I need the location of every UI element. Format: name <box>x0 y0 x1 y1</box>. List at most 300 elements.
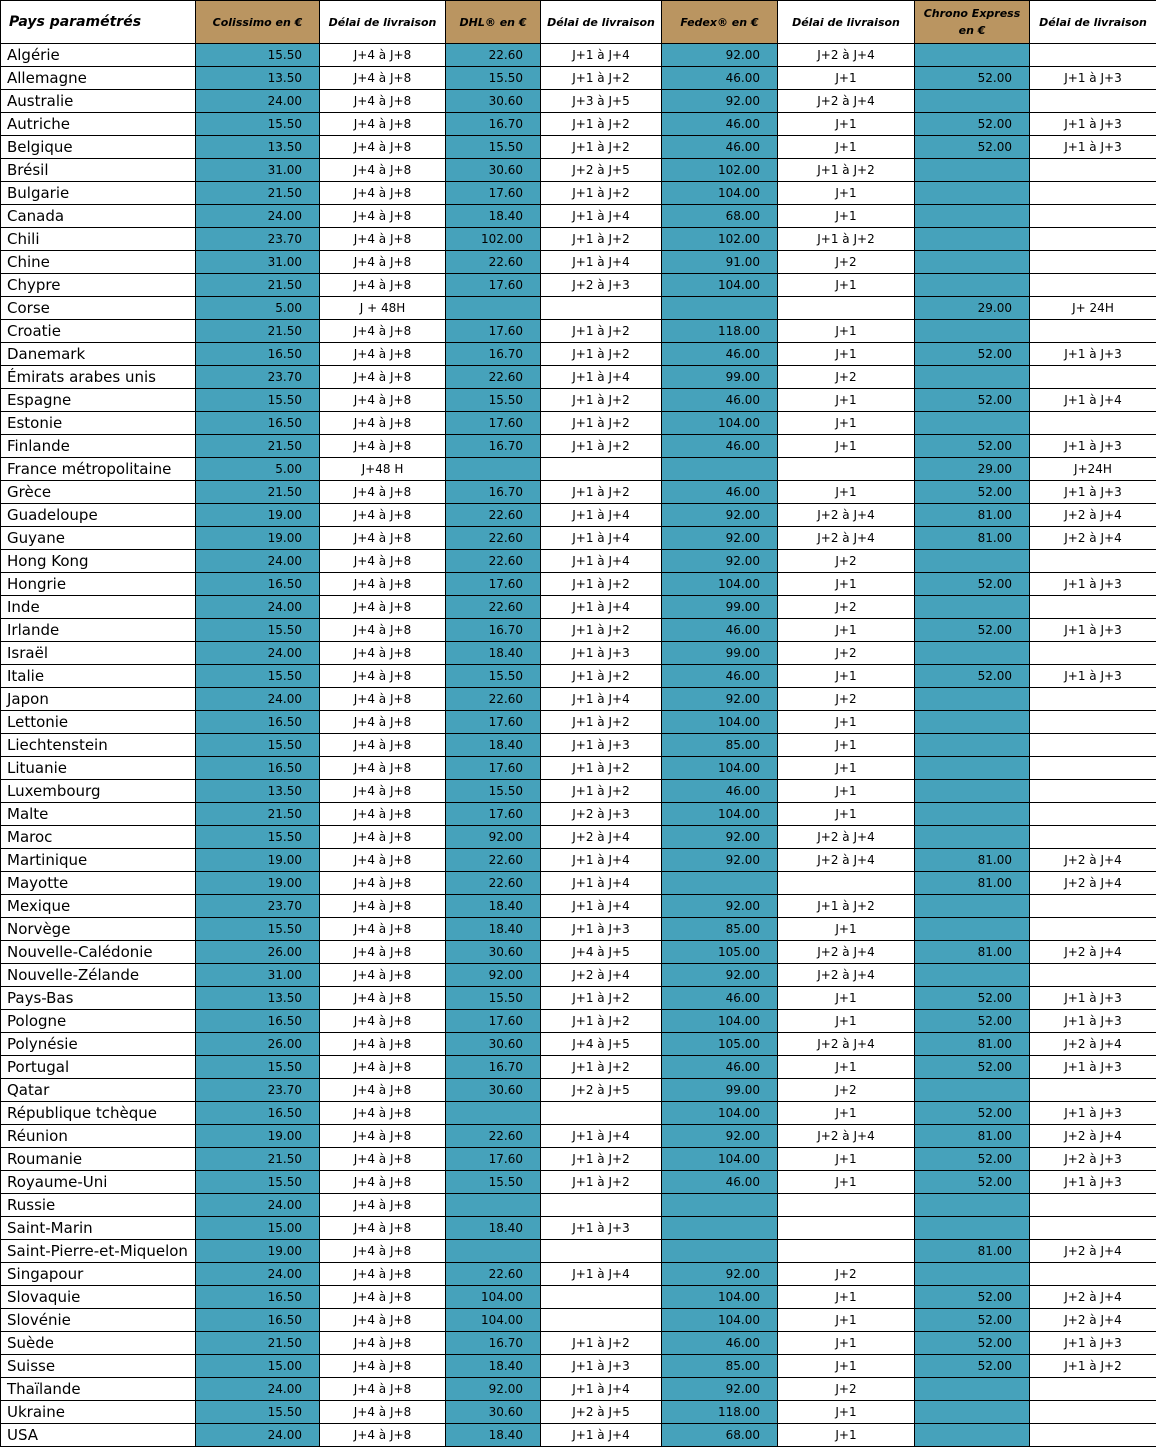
cell-colissimo-price: 24.00 <box>196 642 320 665</box>
cell-fedex-price: 46.00 <box>662 389 778 412</box>
cell-chrono-price: 52.00 <box>915 1332 1030 1355</box>
header-row <box>1 1 1156 44</box>
header-fedex-price: Fedex® en € <box>662 1 778 44</box>
cell-dhl-delay <box>541 1194 662 1217</box>
cell-fedex-delay: J+2 <box>778 1378 915 1401</box>
cell-dhl-delay <box>541 1240 662 1263</box>
cell-chrono-delay: J+1 à J+3 <box>1030 1010 1156 1033</box>
cell-chrono-price: 81.00 <box>915 527 1030 550</box>
table-row <box>1 550 1156 573</box>
cell-colissimo-price: 23.70 <box>196 895 320 918</box>
cell-chrono-price <box>915 1401 1030 1424</box>
cell-country: Algérie <box>1 44 196 67</box>
cell-colissimo-price: 15.00 <box>196 1355 320 1378</box>
cell-colissimo-price: 21.50 <box>196 274 320 297</box>
cell-country: Singapour <box>1 1263 196 1286</box>
cell-fedex-price <box>662 297 778 320</box>
cell-fedex-price: 99.00 <box>662 366 778 389</box>
cell-chrono-price <box>915 1378 1030 1401</box>
table-row <box>1 44 1156 67</box>
cell-colissimo-delay: J+4 à J+8 <box>320 159 446 182</box>
cell-country: Lettonie <box>1 711 196 734</box>
cell-country: Luxembourg <box>1 780 196 803</box>
cell-chrono-delay: J+1 à J+3 <box>1030 67 1156 90</box>
cell-colissimo-delay: J+4 à J+8 <box>320 1033 446 1056</box>
cell-dhl-delay: J+1 à J+2 <box>541 320 662 343</box>
cell-country: Espagne <box>1 389 196 412</box>
cell-fedex-delay <box>778 1217 915 1240</box>
cell-fedex-price: 46.00 <box>662 780 778 803</box>
cell-chrono-price <box>915 757 1030 780</box>
cell-fedex-delay: J+1 <box>778 1010 915 1033</box>
cell-chrono-price: 81.00 <box>915 849 1030 872</box>
cell-colissimo-price: 16.50 <box>196 1309 320 1332</box>
cell-dhl-price: 15.50 <box>446 1171 541 1194</box>
cell-fedex-price: 99.00 <box>662 1079 778 1102</box>
cell-fedex-delay <box>778 872 915 895</box>
cell-dhl-delay: J+1 à J+2 <box>541 757 662 780</box>
cell-dhl-delay: J+1 à J+3 <box>541 734 662 757</box>
cell-dhl-price: 15.50 <box>446 780 541 803</box>
cell-country: Autriche <box>1 113 196 136</box>
cell-chrono-delay <box>1030 320 1156 343</box>
cell-fedex-delay: J+2 <box>778 251 915 274</box>
cell-country: Émirats arabes unis <box>1 366 196 389</box>
cell-colissimo-price: 24.00 <box>196 1424 320 1447</box>
cell-dhl-price: 16.70 <box>446 343 541 366</box>
cell-fedex-delay: J+1 à J+2 <box>778 159 915 182</box>
cell-colissimo-price: 15.50 <box>196 1401 320 1424</box>
cell-dhl-price <box>446 297 541 320</box>
cell-country: Portugal <box>1 1056 196 1079</box>
cell-chrono-delay: J+1 à J+3 <box>1030 1102 1156 1125</box>
cell-dhl-delay: J+1 à J+2 <box>541 67 662 90</box>
cell-fedex-price: 68.00 <box>662 1424 778 1447</box>
cell-chrono-delay <box>1030 159 1156 182</box>
cell-chrono-price: 81.00 <box>915 872 1030 895</box>
cell-dhl-price: 16.70 <box>446 1056 541 1079</box>
cell-colissimo-price: 26.00 <box>196 1033 320 1056</box>
cell-dhl-price: 17.60 <box>446 274 541 297</box>
cell-chrono-delay: J+1 à J+3 <box>1030 136 1156 159</box>
cell-dhl-delay: J+1 à J+4 <box>541 527 662 550</box>
cell-chrono-delay: J+1 à J+3 <box>1030 619 1156 642</box>
cell-chrono-delay: J+1 à J+3 <box>1030 481 1156 504</box>
cell-colissimo-price: 13.50 <box>196 987 320 1010</box>
cell-chrono-delay <box>1030 412 1156 435</box>
cell-chrono-price: 52.00 <box>915 1309 1030 1332</box>
cell-chrono-price <box>915 182 1030 205</box>
cell-dhl-delay <box>541 1309 662 1332</box>
cell-country: Mayotte <box>1 872 196 895</box>
cell-fedex-price: 92.00 <box>662 1125 778 1148</box>
cell-colissimo-delay: J+4 à J+8 <box>320 366 446 389</box>
cell-fedex-delay: J+1 <box>778 734 915 757</box>
table-row <box>1 1401 1156 1424</box>
cell-fedex-delay <box>778 1194 915 1217</box>
cell-colissimo-delay: J+4 à J+8 <box>320 90 446 113</box>
cell-colissimo-delay: J+4 à J+8 <box>320 964 446 987</box>
cell-fedex-delay: J+2 à J+4 <box>778 1033 915 1056</box>
cell-chrono-price <box>915 895 1030 918</box>
cell-colissimo-delay: J+4 à J+8 <box>320 803 446 826</box>
cell-country: Inde <box>1 596 196 619</box>
cell-country: Malte <box>1 803 196 826</box>
cell-colissimo-price: 19.00 <box>196 872 320 895</box>
cell-colissimo-price: 15.50 <box>196 918 320 941</box>
cell-country: Japon <box>1 688 196 711</box>
cell-dhl-delay: J+1 à J+4 <box>541 550 662 573</box>
cell-colissimo-delay: J+4 à J+8 <box>320 849 446 872</box>
cell-fedex-delay: J+1 <box>778 481 915 504</box>
cell-fedex-price: 85.00 <box>662 918 778 941</box>
table-row <box>1 734 1156 757</box>
table-row <box>1 1194 1156 1217</box>
cell-chrono-delay <box>1030 826 1156 849</box>
cell-fedex-price <box>662 872 778 895</box>
cell-chrono-price <box>915 803 1030 826</box>
cell-chrono-price: 52.00 <box>915 136 1030 159</box>
cell-dhl-price: 15.50 <box>446 665 541 688</box>
header-chrono-delay: Délai de livraison <box>1030 1 1156 44</box>
cell-country: Nouvelle-Calédonie <box>1 941 196 964</box>
table-row <box>1 642 1156 665</box>
cell-colissimo-price: 15.50 <box>196 665 320 688</box>
cell-colissimo-price: 19.00 <box>196 1125 320 1148</box>
cell-fedex-price: 102.00 <box>662 159 778 182</box>
cell-fedex-delay: J+1 <box>778 1355 915 1378</box>
cell-colissimo-price: 21.50 <box>196 320 320 343</box>
cell-colissimo-delay: J+4 à J+8 <box>320 412 446 435</box>
cell-dhl-price: 17.60 <box>446 320 541 343</box>
cell-chrono-delay: J+2 à J+4 <box>1030 1309 1156 1332</box>
cell-dhl-price <box>446 1194 541 1217</box>
cell-country: Chine <box>1 251 196 274</box>
cell-fedex-price: 46.00 <box>662 665 778 688</box>
table-row <box>1 780 1156 803</box>
cell-fedex-price: 104.00 <box>662 1309 778 1332</box>
cell-colissimo-price: 24.00 <box>196 550 320 573</box>
cell-chrono-price: 52.00 <box>915 389 1030 412</box>
cell-chrono-delay <box>1030 90 1156 113</box>
cell-fedex-delay <box>778 458 915 481</box>
cell-fedex-delay: J+2 <box>778 596 915 619</box>
cell-fedex-price: 92.00 <box>662 688 778 711</box>
cell-fedex-price: 104.00 <box>662 1102 778 1125</box>
cell-country: Guadeloupe <box>1 504 196 527</box>
cell-colissimo-price: 31.00 <box>196 251 320 274</box>
cell-fedex-price: 118.00 <box>662 1401 778 1424</box>
cell-dhl-price: 16.70 <box>446 1332 541 1355</box>
cell-colissimo-price: 31.00 <box>196 159 320 182</box>
cell-chrono-price <box>915 734 1030 757</box>
cell-colissimo-delay: J+4 à J+8 <box>320 1079 446 1102</box>
cell-fedex-price <box>662 1217 778 1240</box>
cell-colissimo-delay: J+4 à J+8 <box>320 1240 446 1263</box>
cell-fedex-price: 46.00 <box>662 136 778 159</box>
table-row <box>1 113 1156 136</box>
cell-colissimo-delay: J+4 à J+8 <box>320 550 446 573</box>
cell-colissimo-delay: J+4 à J+8 <box>320 1332 446 1355</box>
cell-chrono-price: 52.00 <box>915 1148 1030 1171</box>
cell-dhl-price <box>446 1240 541 1263</box>
cell-chrono-price: 52.00 <box>915 1102 1030 1125</box>
cell-chrono-delay: J+1 à J+3 <box>1030 665 1156 688</box>
cell-colissimo-delay: J+4 à J+8 <box>320 1010 446 1033</box>
cell-chrono-price <box>915 964 1030 987</box>
cell-chrono-delay <box>1030 44 1156 67</box>
table-row <box>1 1378 1156 1401</box>
cell-colissimo-delay: J+4 à J+8 <box>320 182 446 205</box>
cell-colissimo-delay: J+4 à J+8 <box>320 136 446 159</box>
cell-dhl-price: 22.60 <box>446 366 541 389</box>
cell-dhl-delay: J+1 à J+2 <box>541 228 662 251</box>
header-colissimo-delay: Délai de livraison <box>320 1 446 44</box>
cell-colissimo-delay: J+4 à J+8 <box>320 343 446 366</box>
cell-dhl-price: 102.00 <box>446 228 541 251</box>
cell-colissimo-delay: J+4 à J+8 <box>320 1125 446 1148</box>
cell-colissimo-price: 24.00 <box>196 1263 320 1286</box>
cell-chrono-price <box>915 90 1030 113</box>
table-row <box>1 481 1156 504</box>
table-row <box>1 205 1156 228</box>
table-row <box>1 941 1156 964</box>
cell-colissimo-delay: J+4 à J+8 <box>320 389 446 412</box>
cell-dhl-price: 22.60 <box>446 44 541 67</box>
cell-country: Danemark <box>1 343 196 366</box>
cell-colissimo-price: 16.50 <box>196 757 320 780</box>
cell-dhl-price: 16.70 <box>446 481 541 504</box>
cell-colissimo-delay: J+4 à J+8 <box>320 1056 446 1079</box>
cell-colissimo-price: 24.00 <box>196 688 320 711</box>
cell-dhl-delay: J+1 à J+2 <box>541 1056 662 1079</box>
cell-country: Ukraine <box>1 1401 196 1424</box>
cell-dhl-price: 15.50 <box>446 67 541 90</box>
cell-fedex-price: 92.00 <box>662 1263 778 1286</box>
cell-fedex-price: 46.00 <box>662 1332 778 1355</box>
cell-colissimo-delay: J+4 à J+8 <box>320 251 446 274</box>
cell-country: Chili <box>1 228 196 251</box>
table-row <box>1 527 1156 550</box>
cell-country: Saint-Marin <box>1 1217 196 1240</box>
cell-fedex-delay: J+2 à J+4 <box>778 90 915 113</box>
cell-fedex-price: 104.00 <box>662 803 778 826</box>
cell-colissimo-price: 23.70 <box>196 366 320 389</box>
header-country: Pays paramétrés <box>1 1 196 44</box>
cell-chrono-price <box>915 688 1030 711</box>
cell-colissimo-delay: J+4 à J+8 <box>320 573 446 596</box>
cell-fedex-price: 68.00 <box>662 205 778 228</box>
cell-dhl-delay <box>541 1102 662 1125</box>
cell-chrono-delay: J+1 à J+3 <box>1030 987 1156 1010</box>
cell-chrono-delay: J+2 à J+4 <box>1030 849 1156 872</box>
cell-chrono-delay: J+1 à J+3 <box>1030 1171 1156 1194</box>
cell-chrono-delay <box>1030 228 1156 251</box>
cell-fedex-delay: J+1 <box>778 67 915 90</box>
cell-colissimo-delay: J+4 à J+8 <box>320 642 446 665</box>
cell-fedex-delay: J+1 <box>778 1424 915 1447</box>
cell-chrono-delay: J+1 à J+3 <box>1030 113 1156 136</box>
cell-colissimo-delay: J+4 à J+8 <box>320 734 446 757</box>
cell-chrono-delay <box>1030 1401 1156 1424</box>
cell-dhl-price: 22.60 <box>446 251 541 274</box>
cell-country: Israël <box>1 642 196 665</box>
cell-chrono-delay: J+24H <box>1030 458 1156 481</box>
cell-country: Martinique <box>1 849 196 872</box>
cell-chrono-price <box>915 1194 1030 1217</box>
cell-country: Norvège <box>1 918 196 941</box>
cell-colissimo-delay: J+4 à J+8 <box>320 596 446 619</box>
table-row <box>1 1424 1156 1447</box>
cell-chrono-price: 52.00 <box>915 665 1030 688</box>
cell-dhl-price: 17.60 <box>446 182 541 205</box>
cell-fedex-price: 46.00 <box>662 67 778 90</box>
table-row <box>1 849 1156 872</box>
cell-colissimo-delay: J + 48H <box>320 297 446 320</box>
cell-dhl-delay: J+1 à J+3 <box>541 1355 662 1378</box>
cell-country: Bulgarie <box>1 182 196 205</box>
cell-chrono-delay <box>1030 366 1156 389</box>
cell-chrono-delay <box>1030 550 1156 573</box>
cell-fedex-price: 46.00 <box>662 1171 778 1194</box>
cell-fedex-price: 46.00 <box>662 481 778 504</box>
table-row <box>1 1010 1156 1033</box>
cell-colissimo-price: 16.50 <box>196 1102 320 1125</box>
cell-chrono-delay: J+2 à J+4 <box>1030 527 1156 550</box>
table-row <box>1 274 1156 297</box>
cell-colissimo-price: 16.50 <box>196 711 320 734</box>
cell-country: Slovaquie <box>1 1286 196 1309</box>
cell-colissimo-price: 19.00 <box>196 527 320 550</box>
cell-fedex-delay: J+1 <box>778 343 915 366</box>
cell-dhl-delay: J+2 à J+4 <box>541 964 662 987</box>
cell-chrono-price: 52.00 <box>915 481 1030 504</box>
cell-colissimo-delay: J+4 à J+8 <box>320 665 446 688</box>
cell-dhl-price: 22.60 <box>446 596 541 619</box>
cell-dhl-price: 22.60 <box>446 849 541 872</box>
cell-country: Thaïlande <box>1 1378 196 1401</box>
cell-fedex-delay: J+2 <box>778 1263 915 1286</box>
cell-dhl-delay: J+4 à J+5 <box>541 941 662 964</box>
cell-dhl-price: 17.60 <box>446 803 541 826</box>
cell-colissimo-delay: J+4 à J+8 <box>320 826 446 849</box>
cell-fedex-delay: J+1 <box>778 435 915 458</box>
table-row <box>1 136 1156 159</box>
cell-dhl-delay: J+1 à J+4 <box>541 895 662 918</box>
cell-dhl-delay: J+1 à J+4 <box>541 366 662 389</box>
cell-dhl-price: 92.00 <box>446 826 541 849</box>
cell-dhl-price: 18.40 <box>446 918 541 941</box>
cell-country: France métropolitaine <box>1 458 196 481</box>
cell-dhl-price: 17.60 <box>446 711 541 734</box>
cell-dhl-price: 30.60 <box>446 941 541 964</box>
cell-colissimo-delay: J+4 à J+8 <box>320 67 446 90</box>
cell-dhl-delay: J+1 à J+4 <box>541 251 662 274</box>
cell-chrono-price <box>915 1424 1030 1447</box>
cell-colissimo-delay: J+4 à J+8 <box>320 320 446 343</box>
cell-fedex-price: 92.00 <box>662 90 778 113</box>
cell-chrono-delay <box>1030 596 1156 619</box>
cell-chrono-delay <box>1030 1079 1156 1102</box>
cell-fedex-price: 104.00 <box>662 274 778 297</box>
cell-fedex-price: 118.00 <box>662 320 778 343</box>
table-row <box>1 1033 1156 1056</box>
cell-dhl-delay: J+1 à J+3 <box>541 642 662 665</box>
cell-chrono-price: 52.00 <box>915 619 1030 642</box>
cell-fedex-delay: J+1 <box>778 1332 915 1355</box>
cell-fedex-delay: J+1 <box>778 1056 915 1079</box>
cell-fedex-delay: J+2 à J+4 <box>778 964 915 987</box>
cell-chrono-delay <box>1030 274 1156 297</box>
cell-fedex-delay: J+2 à J+4 <box>778 1125 915 1148</box>
cell-country: Pologne <box>1 1010 196 1033</box>
table-row <box>1 1125 1156 1148</box>
cell-country: Belgique <box>1 136 196 159</box>
cell-country: Corse <box>1 297 196 320</box>
cell-dhl-delay: J+1 à J+2 <box>541 113 662 136</box>
cell-colissimo-price: 13.50 <box>196 780 320 803</box>
cell-fedex-delay: J+1 à J+2 <box>778 895 915 918</box>
cell-chrono-delay <box>1030 734 1156 757</box>
cell-dhl-price: 18.40 <box>446 205 541 228</box>
cell-dhl-price: 92.00 <box>446 964 541 987</box>
cell-country: Hong Kong <box>1 550 196 573</box>
cell-fedex-price: 102.00 <box>662 228 778 251</box>
cell-chrono-price <box>915 159 1030 182</box>
cell-colissimo-price: 13.50 <box>196 136 320 159</box>
cell-chrono-price: 81.00 <box>915 1240 1030 1263</box>
cell-chrono-price <box>915 205 1030 228</box>
cell-chrono-delay <box>1030 182 1156 205</box>
table-row <box>1 1286 1156 1309</box>
cell-colissimo-delay: J+4 à J+8 <box>320 1401 446 1424</box>
cell-country: Irlande <box>1 619 196 642</box>
cell-country: Hongrie <box>1 573 196 596</box>
cell-fedex-price: 92.00 <box>662 964 778 987</box>
cell-dhl-price <box>446 458 541 481</box>
cell-chrono-delay: J+1 à J+4 <box>1030 389 1156 412</box>
cell-colissimo-delay: J+4 à J+8 <box>320 757 446 780</box>
cell-chrono-delay <box>1030 1263 1156 1286</box>
cell-chrono-price <box>915 44 1030 67</box>
cell-dhl-delay: J+1 à J+2 <box>541 343 662 366</box>
cell-fedex-price: 92.00 <box>662 1378 778 1401</box>
table-row <box>1 1056 1156 1079</box>
cell-dhl-price: 30.60 <box>446 1033 541 1056</box>
cell-chrono-price: 52.00 <box>915 113 1030 136</box>
cell-country: Estonie <box>1 412 196 435</box>
cell-colissimo-price: 21.50 <box>196 182 320 205</box>
cell-country: Italie <box>1 665 196 688</box>
table-row <box>1 343 1156 366</box>
cell-chrono-delay: J+2 à J+4 <box>1030 1033 1156 1056</box>
table-row <box>1 918 1156 941</box>
cell-chrono-price: 52.00 <box>915 1056 1030 1079</box>
cell-country: Guyane <box>1 527 196 550</box>
cell-country: Royaume-Uni <box>1 1171 196 1194</box>
cell-country: Russie <box>1 1194 196 1217</box>
cell-colissimo-delay: J+4 à J+8 <box>320 1309 446 1332</box>
cell-chrono-price <box>915 711 1030 734</box>
cell-country: Réunion <box>1 1125 196 1148</box>
cell-dhl-delay: J+1 à J+4 <box>541 1424 662 1447</box>
cell-colissimo-price: 21.50 <box>196 1148 320 1171</box>
cell-colissimo-price: 23.70 <box>196 228 320 251</box>
cell-dhl-delay: J+1 à J+2 <box>541 1148 662 1171</box>
cell-chrono-delay: J+1 à J+3 <box>1030 435 1156 458</box>
cell-fedex-delay: J+1 <box>778 711 915 734</box>
cell-fedex-delay: J+1 <box>778 320 915 343</box>
